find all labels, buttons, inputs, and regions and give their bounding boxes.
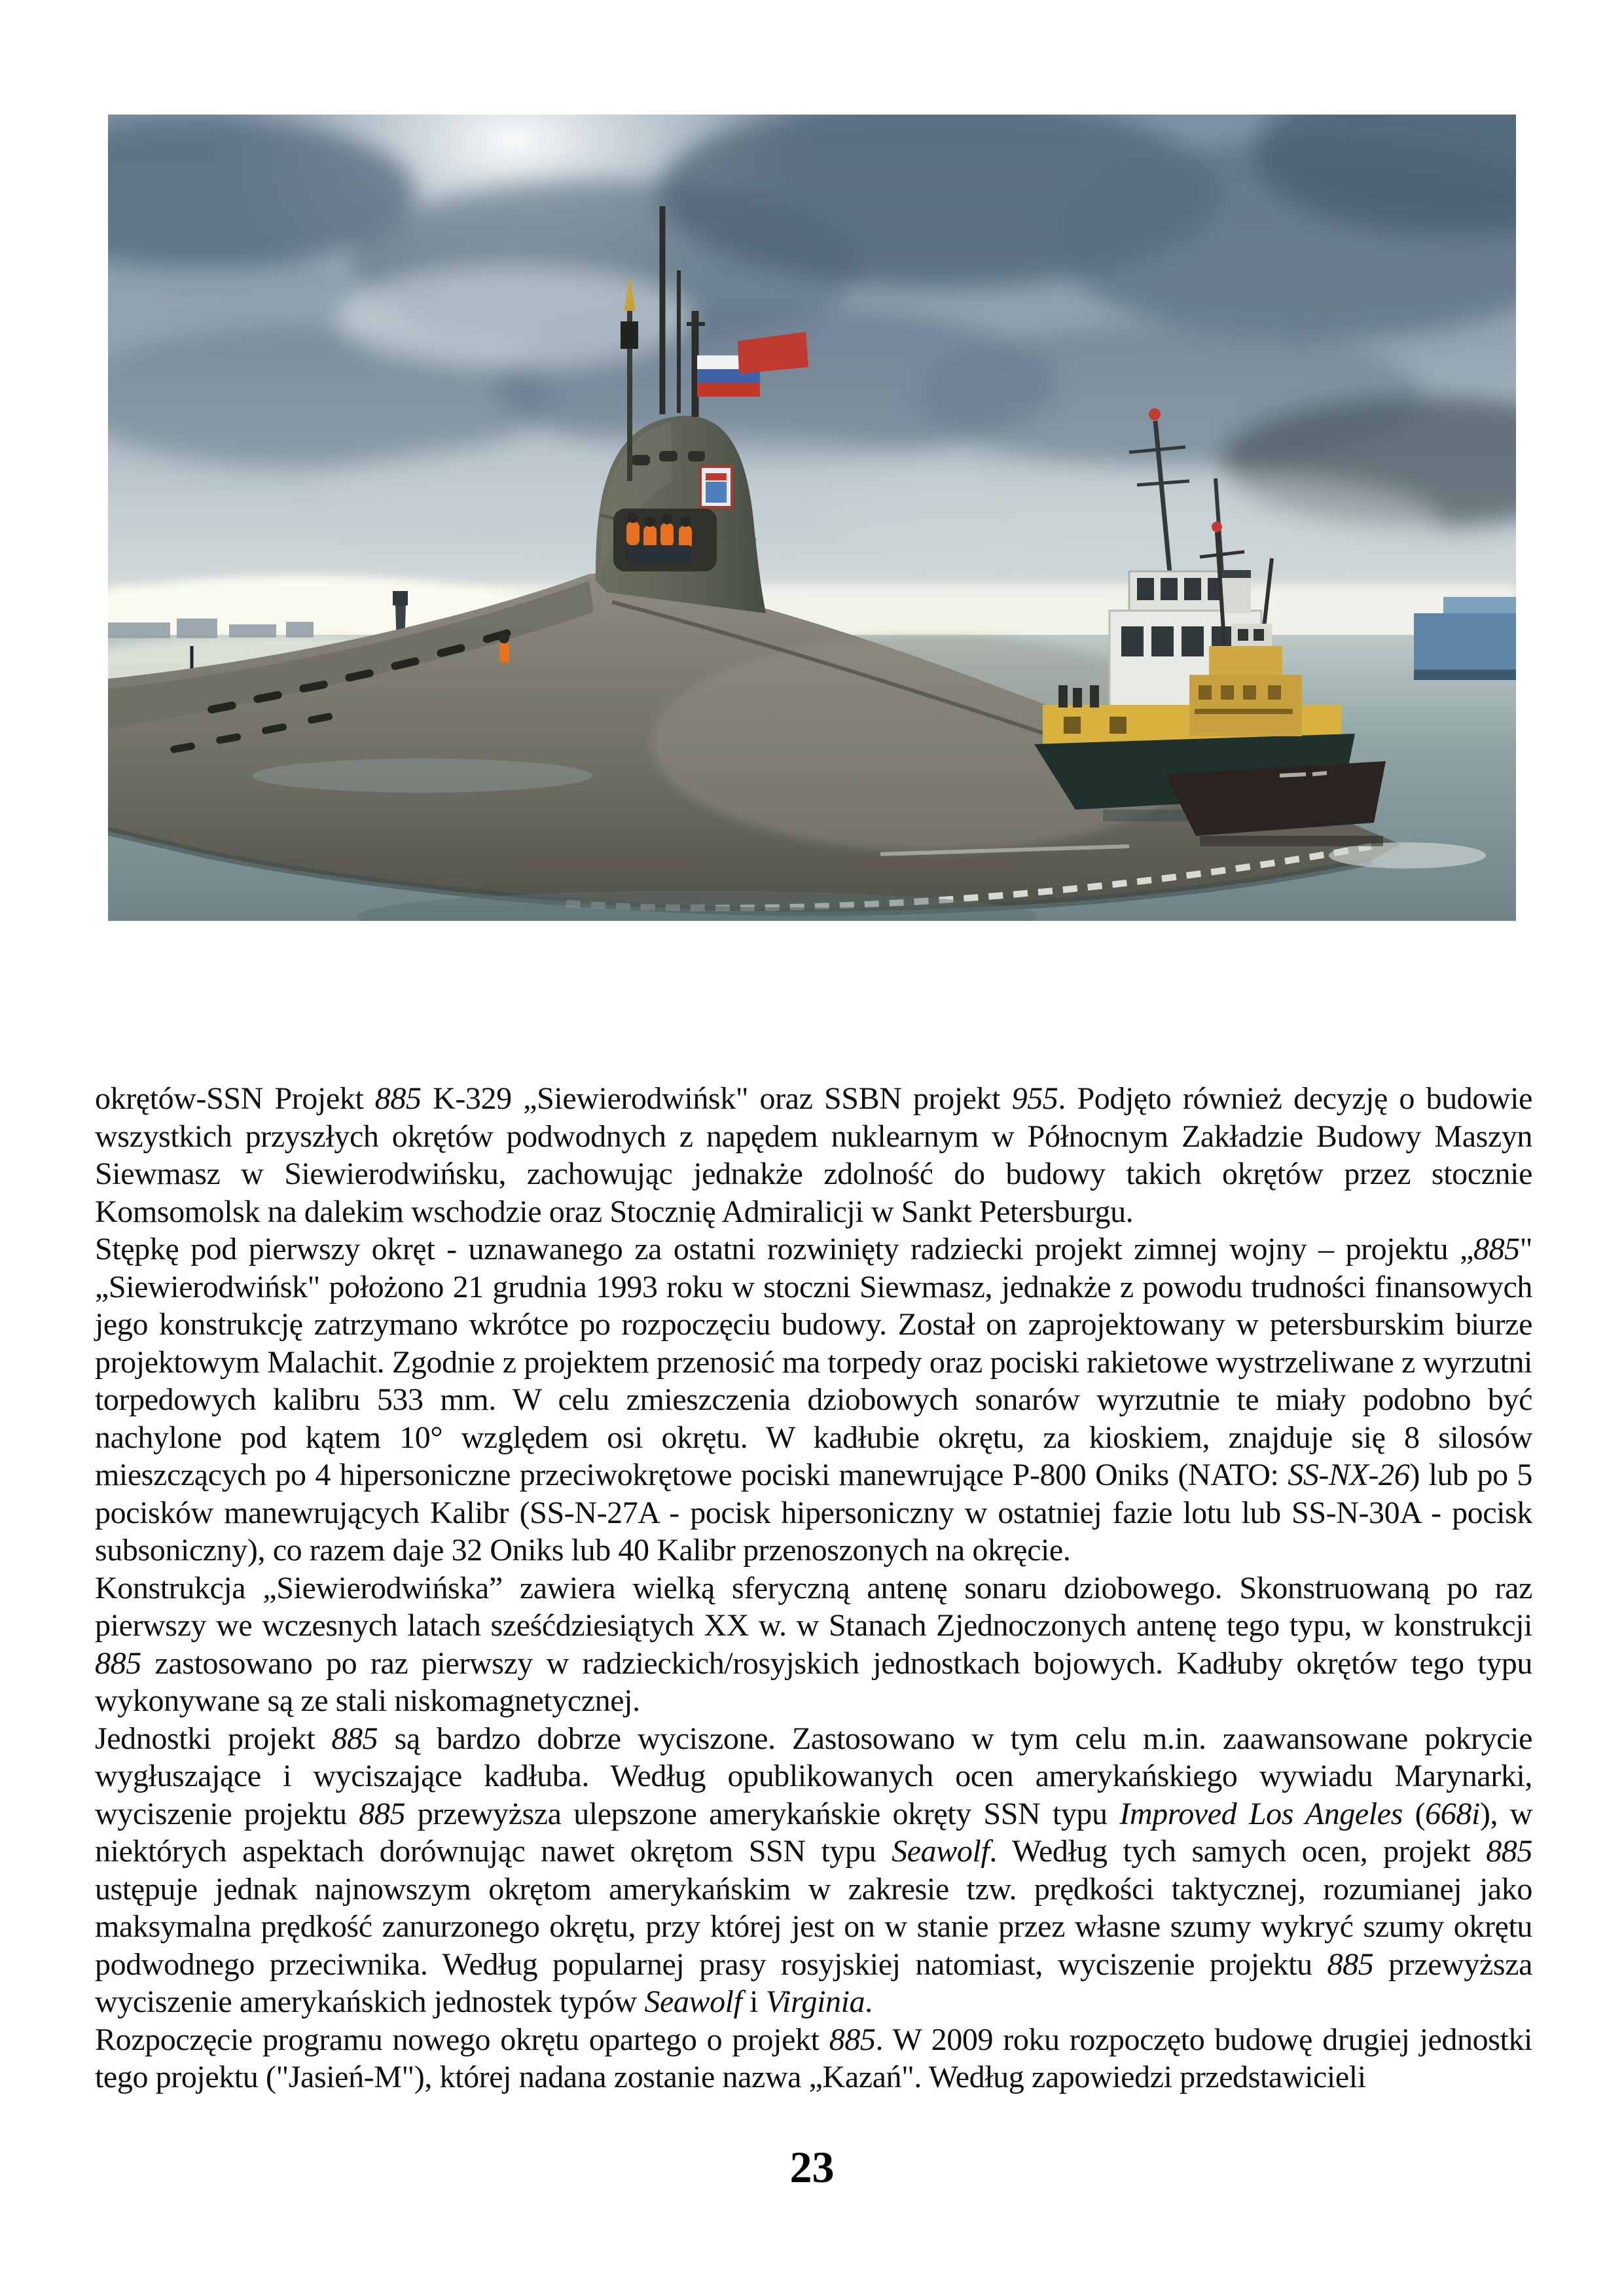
- italic-text: 955: [1011, 1081, 1058, 1116]
- paragraph: [95, 1570, 1532, 1720]
- text-run: Jednostki projekt: [95, 1721, 332, 1756]
- text-run: zastosowano po raz pierwszy w radzieckich/rosyjskich jednostkach bojowych. Kadłuby okrętów tego typu wykonywane są ze stali niskomagnetycznej.: [95, 1645, 1532, 1718]
- page-number: 23: [789, 2142, 835, 2192]
- italic-text: 885: [1327, 1946, 1374, 1982]
- italic-text: 885: [829, 2022, 876, 2057]
- text-run: . W 2009 roku rozpoczęto budowę drugiej jednostki tego projektu ("Jasień-M"), której nadana zostanie nazwa „Kazań". Według zapowiedzi przedstawicieli: [95, 2022, 1532, 2094]
- sail-emblem: [700, 467, 732, 507]
- text-run: przewyższa ulepszone amerykańskie okręty SSN typu: [405, 1796, 1120, 1831]
- italic-text: 885: [374, 1081, 422, 1116]
- text-run: .: [865, 1984, 873, 2019]
- text-run: przewyższa wyciszenie amerykańskich jednostek typów: [95, 1946, 1533, 2019]
- italic-text: Improved Los Angeles: [1119, 1796, 1403, 1831]
- italic-text: Seawolf: [644, 1984, 742, 2019]
- italic-text: 885: [359, 1796, 406, 1831]
- text-run: K-329 „Siewierodwińsk" oraz SSBN projekt: [421, 1081, 1012, 1116]
- text-run: ) lub po 5 pocisków manewrujących Kalibr (SS-N-27A - pocisk hipersoniczny w ostatniej fazie lotu lub SS-N-30A - pocisk subsoniczny), co razem daje 32 Oniks lub 40 Kalibr przenoszonych na okręcie.: [95, 1458, 1532, 1568]
- text-run: (: [1402, 1796, 1426, 1831]
- cloudy-sky: [108, 115, 1516, 651]
- text-run: są bardzo dobrze wyciszone. Zastosowano w tym celu m.in. zaawansowane pokrycie wygłuszające i wyciszające kadłuba. Według opublikowanych ocen amerykańskiego wywiadu Marynarki, wyciszenie projektu: [95, 1721, 1532, 1831]
- crew-deck-figure: [499, 633, 509, 663]
- text-run: . Według tych samych ocen, projekt: [989, 1834, 1487, 1869]
- text-run: ), w niektórych aspektach dorównując nawet okrętom SSN typu: [95, 1796, 1532, 1869]
- italic-text: Seawolf: [892, 1834, 990, 1869]
- paragraph: [95, 1230, 1532, 1570]
- italic-text: SS-NX-26: [1288, 1458, 1410, 1492]
- italic-text: 668i: [1425, 1796, 1480, 1831]
- article-text: [95, 1080, 1532, 2096]
- text-run: Stępkę pod pierwszy okręt - uznawanego za ostatni rozwinięty radziecki projekt zimnej wojny – projektu „: [95, 1232, 1473, 1266]
- paragraph: [95, 1720, 1532, 2021]
- paragraph: [95, 1080, 1532, 1230]
- text-run: okrętów-SSN Projekt: [95, 1081, 375, 1116]
- italic-text: Virginia: [765, 1984, 865, 2019]
- submarine-photo: [108, 115, 1516, 921]
- paragraph: [95, 2021, 1532, 2096]
- text-run: i: [742, 1984, 766, 2019]
- italic-text: 885: [1486, 1834, 1532, 1869]
- text-run: " „Siewierodwińsk" położono 21 grudnia 1993 roku w stoczni Siewmasz, jednakże z powodu trudności finansowych jego konstrukcję zatrzymano wkrótce po rozpoczęciu budowy. Został on zaprojektowany w petersburskim biurze projektowym Malachit. Zgodnie z projektem przenosić ma torpedy oraz pociski rakietowe wystrzeliwane z wyrzutni torpedowych kalibru 533 mm. W celu zmieszczenia dziobowych sonarów wyrzutnie te miały podobno być nachylone pod kątem 10° względem osi okrętu. W kadłubie okrętu, za kioskiem, znajduje się 8 silosów mieszczących po 4 hipersoniczne przeciwokrętowe pociski manewrujące P-800 Oniks (NATO:: [95, 1232, 1532, 1492]
- submarine-photo-art: [108, 115, 1516, 921]
- text-run: . Podjęto również decyzję o budowie wszystkich przyszłych okrętów podwodnych z napędem nuklearnym w Północnym Zakładzie Budowy Maszyn Siewmasz w Siewierodwińsku, zachowując jednakże zdolność do budowy takich okrętów przez stocznie Komsomolsk na dalekim wschodzie oraz Stocznię Admiralicji w Sankt Petersburgu.: [95, 1081, 1532, 1229]
- italic-text: 885: [1473, 1232, 1520, 1266]
- italic-text: 885: [95, 1645, 141, 1681]
- text-run: ustępuje jednak najnowszym okrętom amerykańskim w zakresie tzw. prędkości taktycznej, rozumianej jako maksymalna prędkość zanurzonego okrętu, przy której jest on w stanie przez własne szumy wykryć szumy okrętu podwodnego przeciwnika. Według popularnej prasy rosyjskiej natomiast, wyciszenie projektu: [95, 1871, 1532, 1982]
- italic-text: 885: [331, 1721, 378, 1756]
- text-run: Rozpoczęcie programu nowego okrętu opartego o projekt: [95, 2022, 829, 2057]
- text-run: Konstrukcja „Siewierodwińska” zawiera wielką sferyczną antenę sonaru dziobowego. Skonstruowaną po raz pierwszy we wczesnych latach sześćdziesiątych XX w. w Stanach Zjednoczonych antenę tego typu, w konstrukcji: [95, 1570, 1532, 1643]
